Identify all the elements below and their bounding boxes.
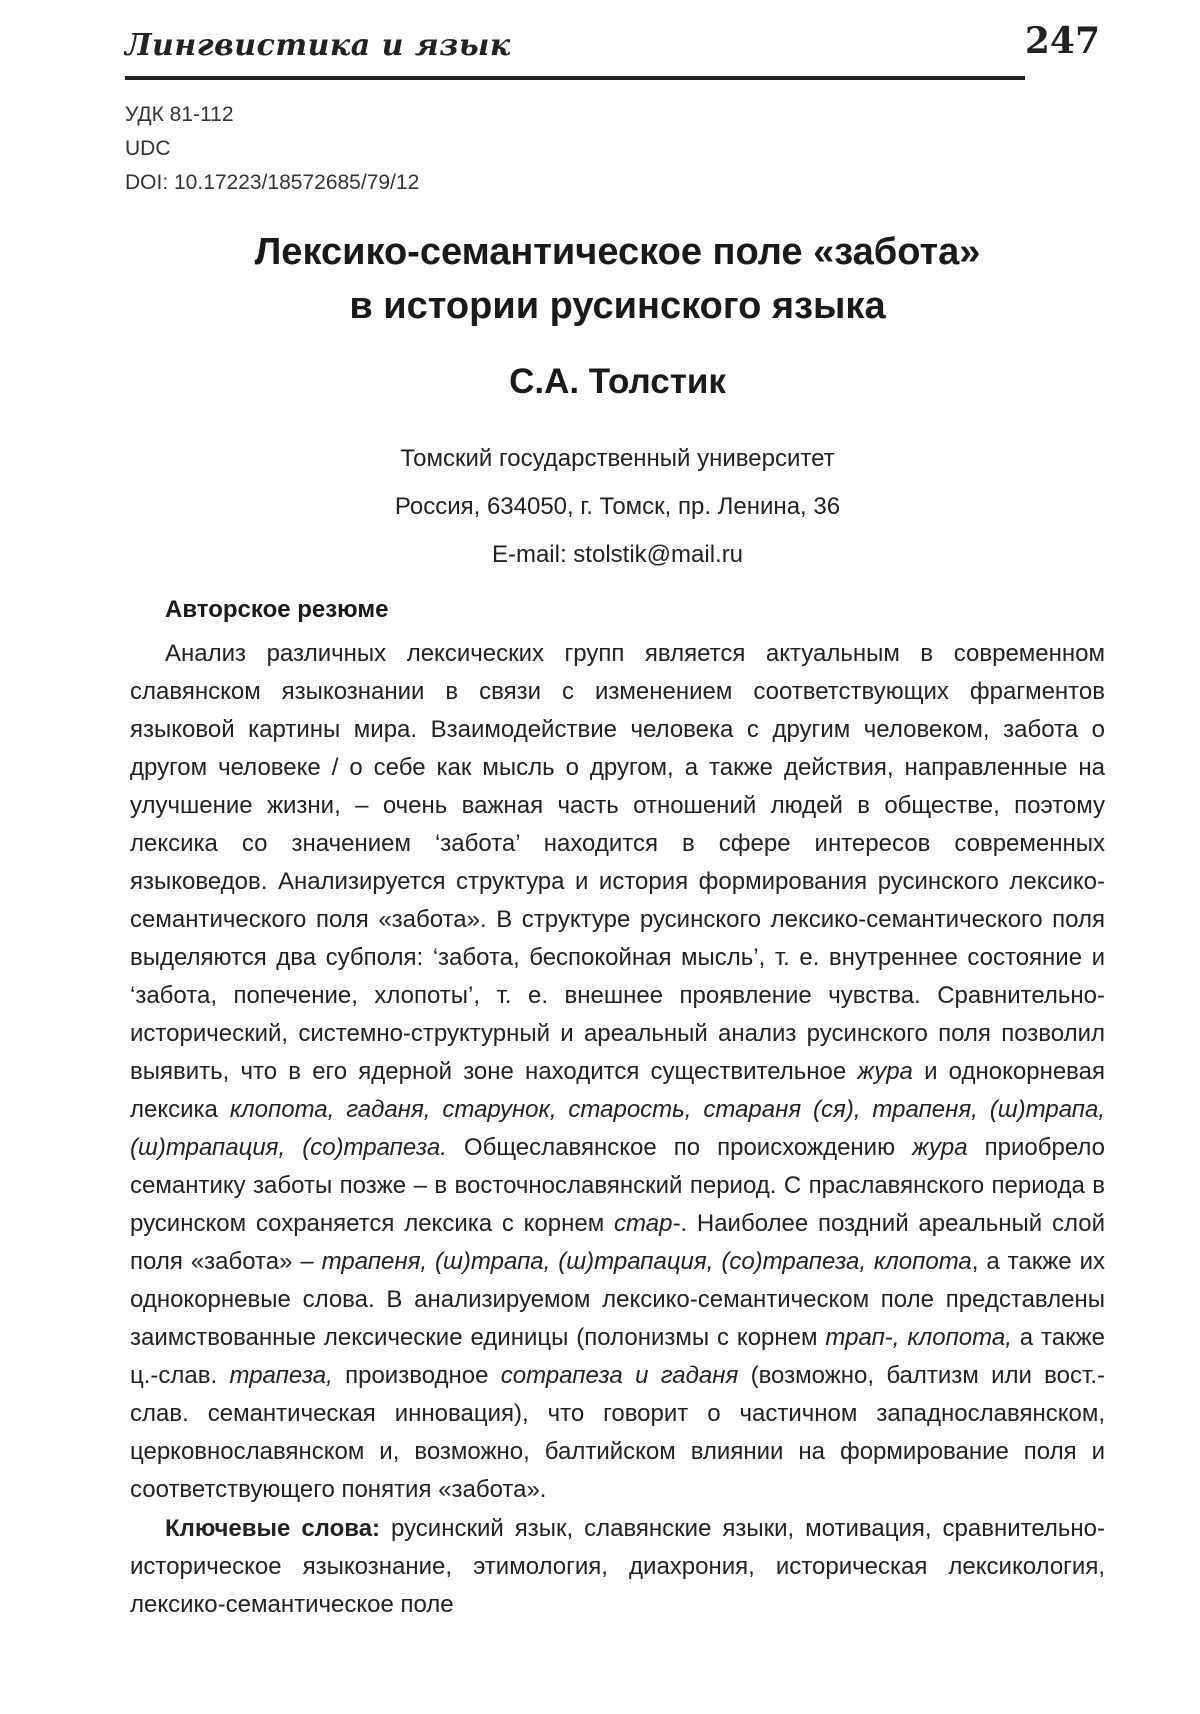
abstract-text: и однокорневая лексика <box>130 1058 1105 1123</box>
running-head: Лингвистика и язык <box>125 28 511 63</box>
title-line-2: в истории русинского языка <box>349 285 886 327</box>
author-name: С.А. Толстик <box>509 362 726 401</box>
affiliation-email: E-mail: stolstik@mail.ru <box>491 541 744 568</box>
udc-code: UDC <box>125 137 171 160</box>
abstract-text: , а также их однокорневые слова. В анализируемом лексико-семантическом поле представлены заимствованные лексические единицы (полонизмы с корнем <box>130 1248 1105 1351</box>
affiliation-org: Томский государственный университет <box>400 445 835 472</box>
title-line-1: Лексико-семантическое поле «забота» <box>254 231 981 273</box>
affiliation-address: Россия, 634050, г. Томск, пр. Ленина, 36 <box>394 493 841 520</box>
abstract-term: сотрапеза и гаданя <box>500 1362 739 1389</box>
abstract-text: . Наиболее поздний ареальный слой поля «забота» – <box>130 1210 1105 1275</box>
abstract-term: жура <box>857 1058 913 1085</box>
abstract-term: трапеня, (ш)трапа, (ш)трапация, (со)трапеза, клопота <box>321 1248 972 1275</box>
abstract-term: клопота, гаданя, старунок, старость, стараня (ся), трапеня, (ш)трапа, (ш)трапация, (со)трапеза. <box>130 1096 1105 1161</box>
abstract-text: приобрело семантику заботы позже – в восточнославянский период. С праславянского периода в русинском сохраняется лексика с корнем <box>130 1134 1105 1237</box>
abstract-term: стар- <box>614 1210 681 1237</box>
keywords-text: русинский язык, славянские языки, мотивация, сравнительно-историческое языкознание, этимология, диахрония, историческая лексикология, лексико-семантическое поле <box>130 1515 1105 1618</box>
abstract-text: (возможно, балтизм или вост.-слав. семантическая инновация), что говорит о частичном западнославянском, церковнославянском и, возможно, балтийском влиянии на формирование поля и соответствующего понятия «забота». <box>130 1362 1105 1503</box>
abstract-term: трапеза, <box>229 1362 333 1389</box>
article-meta <box>125 98 419 200</box>
affiliation <box>125 435 1110 579</box>
page-number: 247 <box>1024 20 1100 62</box>
doi: DOI: 10.17223/18572685/79/12 <box>125 171 420 194</box>
abstract-text: производное <box>332 1362 501 1389</box>
keywords-label: Ключевые слова: <box>165 1515 381 1542</box>
abstract-term: трап-, клопота, <box>825 1324 1012 1351</box>
abstract-body <box>130 635 1105 1509</box>
abstract-heading: Авторское резюме <box>165 596 389 623</box>
abstract-text: Анализ различных лексических групп является актуальным в современном славянском языкознании в связи с изменением соответствующих фрагментов языковой картины мира. Взаимодействие человека с другим человеком, забота о другом человеке / о себе как мысль о другом, а также действия, направленные на улучшение жизни, – очень важная часть отношений людей в обществе, поэтому лексика со значением ‘забота’ находится в сфере интересов современных языковедов. Анализируется структура и история формирования русинского лексико-семантического поля «забота». В структуре русинского лексико-семантического поля выделяются два субполя: ‘забота, беспокойная мысль’, т. е. внутреннее состояние и ‘забота, попечение, хлопоты’, т. е. внешнее проявление чувства. Сравнительно-исторический, системно-структурный и ареальный анализ русинского поля позволил выявить, что в его ядерной зоне находится существительное <box>130 640 1105 1085</box>
udk-code: УДК 81-112 <box>125 103 234 126</box>
abstract-text: а также ц.-слав. <box>130 1324 1106 1389</box>
abstract-text: Общеславянское по происхождению <box>446 1134 913 1161</box>
abstract-term: жура <box>912 1134 968 1161</box>
keywords <box>130 1510 1105 1624</box>
header-rule <box>125 76 1025 80</box>
article-title <box>125 225 1110 333</box>
